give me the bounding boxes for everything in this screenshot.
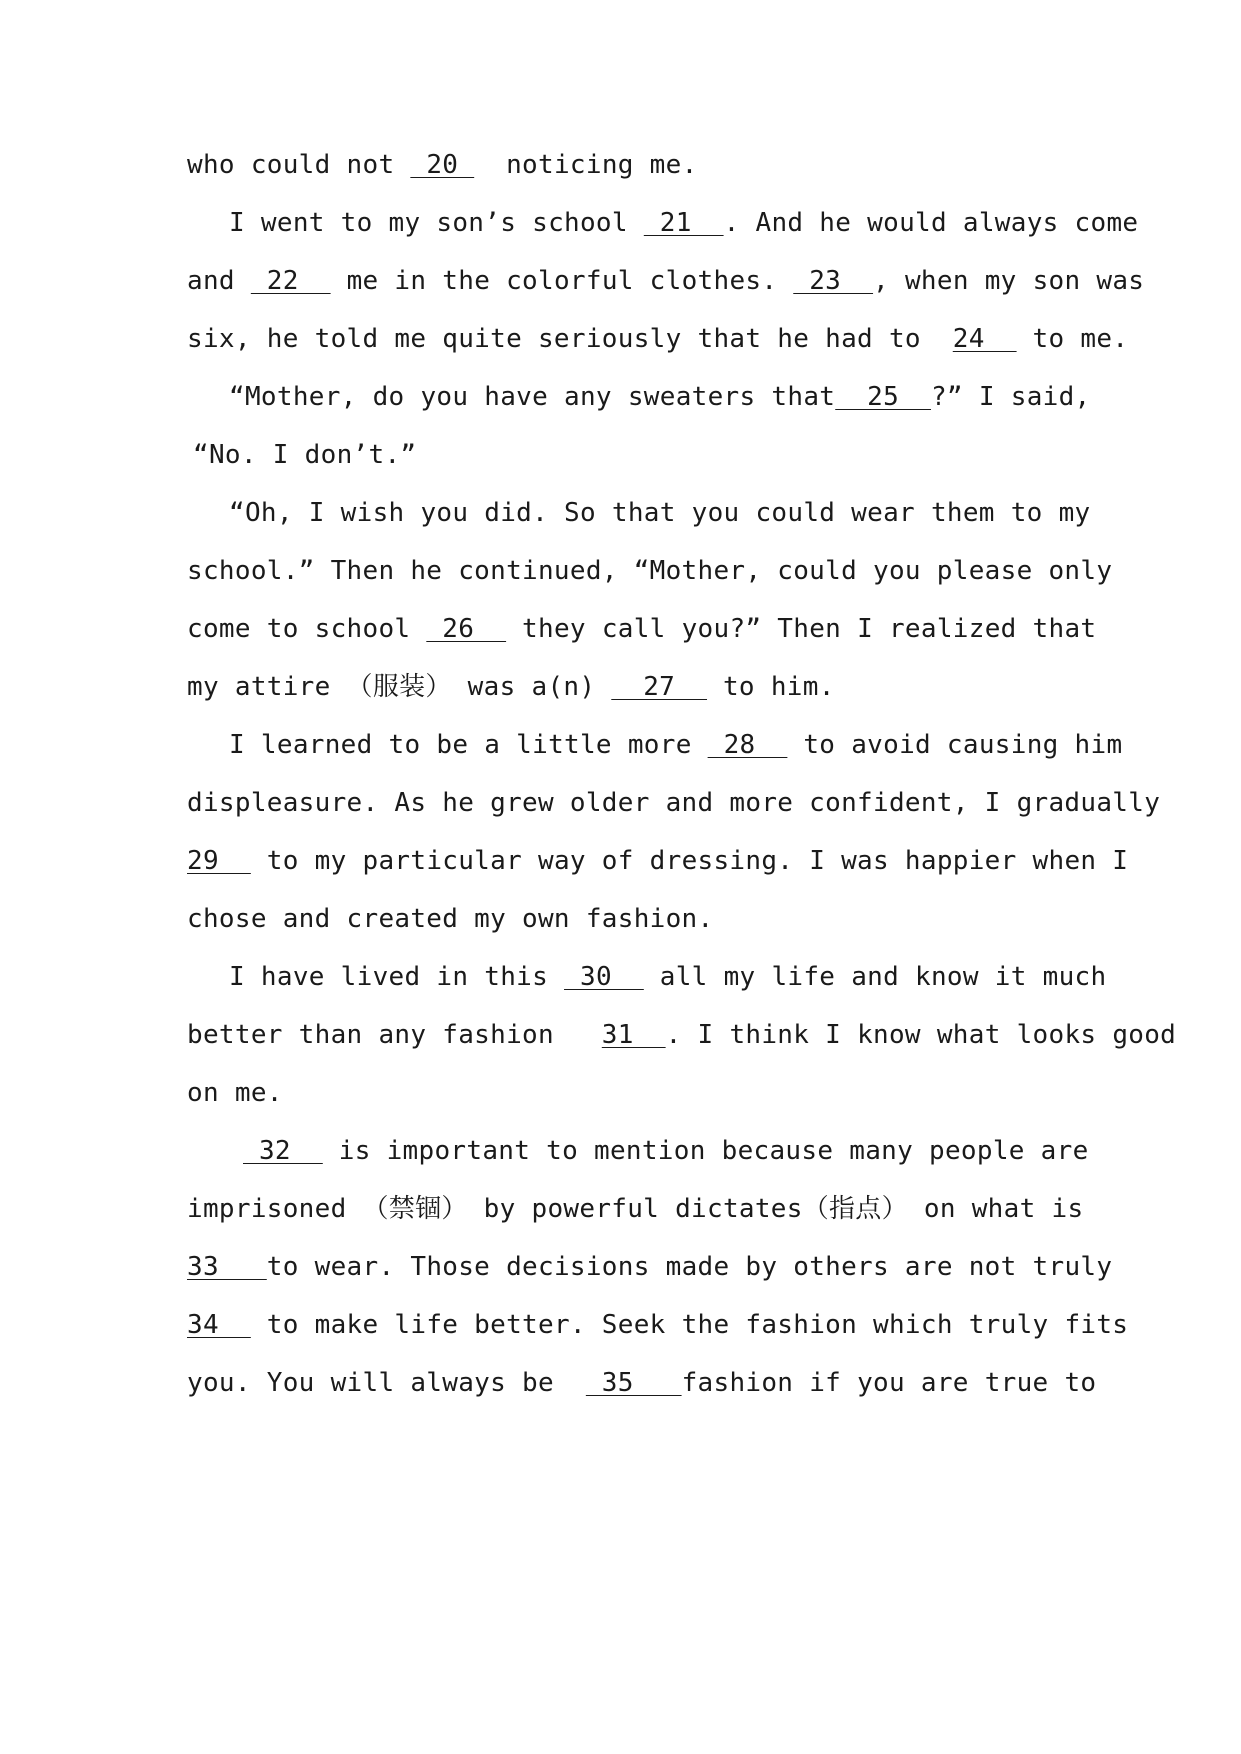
blank-26: 26 [426, 614, 507, 644]
passage-line: my attire （服装） was a(n) 27 to him. [187, 672, 835, 702]
blank-31: 31 [601, 1020, 666, 1050]
passage-line: “No. I don’t.” [193, 440, 417, 470]
blank-28: 28 [707, 730, 788, 760]
passage-line: you. You will always be 35 fashion if you are true to [187, 1368, 1097, 1398]
passage-line: I learned to be a little more 28 to avoid causing him [229, 730, 1123, 760]
passage-line: on me. [187, 1078, 283, 1108]
blank-23: 23 [793, 266, 874, 296]
blank-21: 21 [643, 208, 724, 238]
passage-line: come to school 26 they call you?” Then I realized that [187, 614, 1097, 644]
blank-20: 20 [410, 150, 475, 180]
blank-27: 27 [611, 672, 708, 702]
blank-34: 34 [187, 1310, 251, 1340]
passage-line: chose and created my own fashion. [187, 904, 714, 934]
passage-line: “Mother, do you have any sweaters that 25 ?” I said, [229, 382, 1091, 412]
passage-line: imprisoned （禁锢） by powerful dictates（指点） on what is [187, 1194, 1084, 1224]
passage-line: better than any fashion 31 . I think I know what looks good [187, 1020, 1177, 1050]
blank-32: 32 [243, 1136, 323, 1166]
passage-line: displeasure. As he grew older and more confident, I gradually [187, 788, 1161, 818]
passage-line: “Oh, I wish you did. So that you could wear them to my [229, 498, 1091, 528]
blank-35: 35 [585, 1368, 682, 1398]
passage-line: 33 to wear. Those decisions made by others are not truly [187, 1252, 1113, 1282]
passage-line: I have lived in this 30 all my life and know it much [229, 962, 1107, 992]
blank-24: 24 [952, 324, 1017, 354]
blank-29: 29 [187, 846, 251, 876]
passage-line: and 22 me in the colorful clothes. 23 , when my son was [187, 266, 1145, 296]
blank-22: 22 [250, 266, 331, 296]
blank-33: 33 [187, 1252, 267, 1282]
passage-line: 32 is important to mention because many people are [243, 1136, 1089, 1166]
blank-30: 30 [564, 962, 644, 992]
passage-line: who could not 20 noticing me. [187, 150, 698, 180]
passage-line: 29 to my particular way of dressing. I was happier when I [187, 846, 1129, 876]
blank-25: 25 [835, 382, 931, 412]
passage-line: I went to my son’s school 21 . And he would always come [229, 208, 1139, 238]
passage-line: school.” Then he continued, “Mother, could you please only [187, 556, 1113, 586]
passage-line: 34 to make life better. Seek the fashion which truly fits [187, 1310, 1129, 1340]
passage-line: six, he told me quite seriously that he had to 24 to me. [187, 324, 1129, 354]
